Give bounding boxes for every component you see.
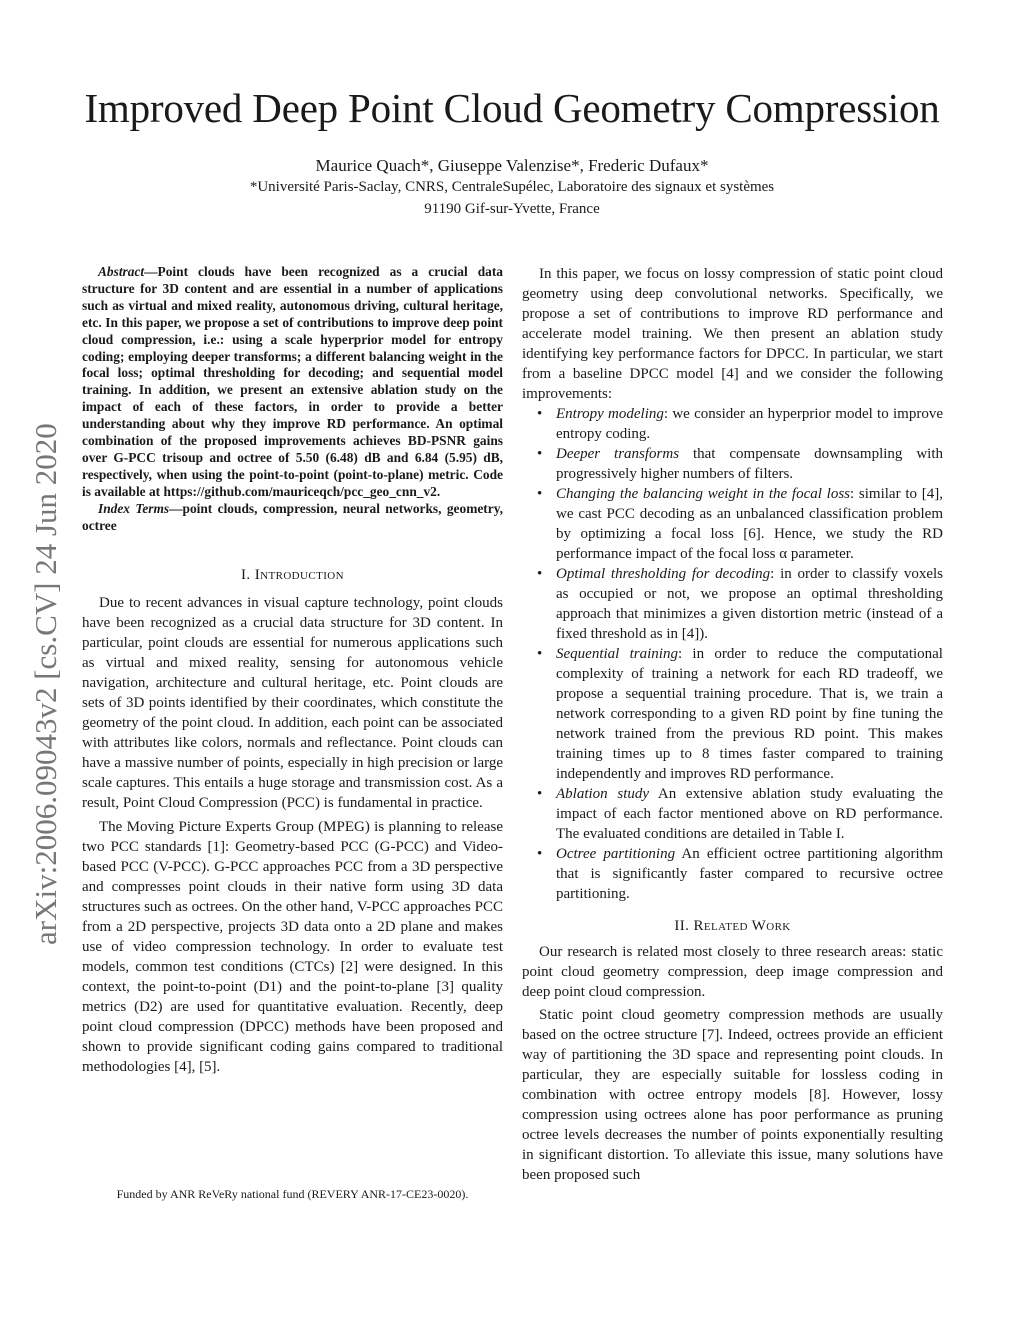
abstract-text: —Point clouds have been recognized as a crucial data structure for 3D content and are essential in a number of applications such as virtual and mixed reality, autonomous driving, cultural heritage, etc. In this paper, we propose a set of contributions to improve deep point cloud compression, i.e.: using a scale hyperprior model for entropy coding; employing deeper transforms; a different balancing weight in the focal loss; optimal thresholding for decoding; and sequential model training. In addition, we present an extensive ablation study on the impact of each of these factors, in order to provide a better understanding about why they improve RD performance. An optimal combination of the proposed improvements achieves BD-PSNR gains over G-PCC trisoup and octree of 5.50 (6.48) dB and 6.84 (5.95) dB, respectively, when using the point-to-point (point-to-plane) metric. Code is available at https://github.com/mauriceqch/pcc_geo_cnn_v2. [82,264,503,499]
list-item-term: Deeper transforms [556,446,680,462]
list-item-text: : in order to reduce the computational complexity of training a network for each RD tradeoff, we propose a sequential training procedure. That is, we train a network corresponding to a given RD point by fine tuning the network trained from the previous RD point. This makes training times up to 8 times faster compared to training independently and improves RD performance. [556,646,943,782]
left-column [82,264,503,1077]
list-item [522,564,943,644]
section-number: I. [241,566,255,583]
affiliation: *Université Paris-Saclay, CNRS, CentraleSupélec, Laboratoire des signaux et systèmes [249,179,775,195]
list-item-text: An efficient octree partitioning algorithm that is significantly faster compared to recursive octree partitioning. [556,846,943,902]
list-item [522,484,943,564]
section-number: II. [674,918,694,934]
abstract [82,264,503,501]
list-item-term: Sequential training [556,646,678,662]
contribution-list [522,404,943,904]
section-title: Related Work [693,918,791,934]
section-title: Introduction [254,566,344,583]
list-item-text: that compensate downsampling with progressively higher numbers of filters. [556,446,943,482]
index-terms-text: —point clouds, compression, neural networks, geometry, octree [82,500,503,533]
bullet-icon: • [537,566,543,582]
list-item [522,404,943,444]
list-item [522,784,943,844]
bullet-icon: • [537,486,543,502]
section-heading-related-work [522,916,943,936]
list-item-term: Optimal thresholding for decoding [556,566,771,582]
list-item-text: An extensive ablation study evaluating the impact of each factor mentioned above on RD performance. The evaluated conditions are detailed in Table I. [556,786,943,842]
list-item-text: : we consider an hyperprior model to improve entropy coding. [556,406,944,442]
affiliation-address: 91190 Gif-sur-Yvette, France [424,201,600,217]
bullet-icon: • [537,646,543,662]
bullet-icon: • [537,446,543,462]
right-column [522,264,943,1185]
author-list: Maurice Quach*, Giuseppe Valenzise*, Frederic Dufaux* [315,156,709,175]
arxiv-identifier: arXiv:2006.09043v2 [cs.CV] 24 Jun 2020 [28,423,63,945]
abstract-label: Abstract [98,264,145,279]
list-item [522,644,943,784]
bullet-icon: • [537,846,543,862]
list-item-text: : similar to [4], we cast PCC decoding as an unbalanced classification problem by optimizing a focal loss [6]. Hence, we study the RD performance impact of the focal loss α parameter. [556,486,943,562]
intro-paragraph-1: Due to recent advances in visual capture technology, point clouds have been recognized as a crucial data structure for 3D content. In particular, point clouds are essential for numerous applications such as virtual and mixed reality, sensing for autonomous vehicle navigation, architecture and cultural heritage, etc. Point clouds are sets of 3D points identified by their coordinates, which constitute the geometry of the point cloud. In addition, each point can be associated with attributes like colors, normals and reflectance. Point clouds can have a massive number of points, especially in high precision or large scale captures. This entails a huge storage and transmission cost. As a result, Point Cloud Compression (PCC) is fundamental in practice. [82,594,503,811]
related-paragraph-1: Our research is related most closely to three research areas: static point cloud geometry compression, deep image compression and deep point cloud compression. [522,944,943,1000]
paper-title: Improved Deep Point Cloud Geometry Compression [84,85,940,131]
related-paragraph-2: Static point cloud geometry compression methods are usually based on the octree structure [7]. Indeed, octrees provide an efficient way of partitioning the 3D space and representing point clouds. In particular, they are especially suitable for lossless coding in combination with octree entropy models [8]. However, lossy compression using octrees alone has poor performance as pruning octree levels decreases the number of points exponentially resulting in significant distortion. To alleviate this issue, many solutions have been proposed such [522,1007,943,1183]
index-terms-label: Index Terms [98,500,170,516]
list-item [522,844,943,904]
intro-paragraph-3: In this paper, we focus on lossy compression of static point cloud geometry using deep convolutional networks. Specifically, we propose a set of contributions to improve RD performance and accelerate model training. We then present an ablation study identifying key performance factors for DPCC. In particular, we start from a baseline DPCC model [4] and we consider the following improvements: [522,266,943,402]
funding-footnote: Funded by ANR ReVeRy national fund (REVERY ANR-17-CE23-0020). [116,1187,469,1201]
list-item-term: Changing the balancing weight in the focal loss [556,486,851,502]
index-terms [82,501,503,535]
bullet-icon: • [537,786,543,802]
list-item-text: : in order to classify voxels as occupied or not, we propose an optimal thresholding approach that minimizes a given distortion metric (instead of a fixed threshold as in [4]). [556,566,943,642]
list-item-term: Ablation study [556,786,650,802]
bullet-icon: • [537,406,543,422]
section-heading-introduction [82,565,503,585]
list-item-term: Octree partitioning [556,846,676,862]
intro-paragraph-2: The Moving Picture Experts Group (MPEG) is planning to release two PCC standards [1]: Geometry-based PCC (G-PCC) and Video-based PCC (V-PCC). G-PCC approaches PCC from a 3D perspective and compresses point clouds in their native form using 3D data structures such as octrees. On the other hand, V-PCC approaches PCC from a 2D perspective, projects 3D data onto a 2D plane and makes use of video compression technology. In order to evaluate test models, common test conditions (CTCs) [2] were designed. In this context, the point-to-point (D1) and the point-to-plane [3] quality metrics (D2) are used for quantitative evaluation. Recently, deep point cloud compression (DPCC) methods have been proposed and shown to provide significant coding gains compared to traditional methodologies [4], [5]. [82,818,503,1075]
list-item [522,444,943,484]
list-item-term: Entropy modeling [556,406,664,422]
